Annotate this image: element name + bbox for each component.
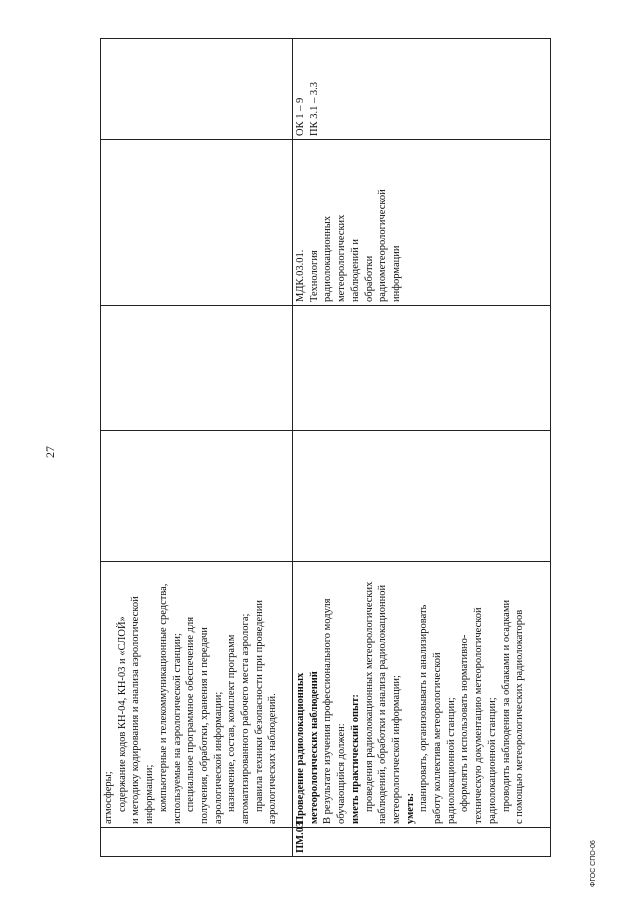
competence-lines [294, 42, 321, 136]
content-line: работу коллектива метеорологической [432, 652, 444, 824]
content-line: уметь: [404, 792, 416, 824]
content-line: проводить наблюдения за облаками и осадками [500, 599, 512, 812]
content-line: информации; [144, 764, 156, 824]
table-row [101, 39, 293, 857]
content-line: содержание кодов КН-04, КН-03 и «СЛОЙ» [116, 616, 128, 812]
content-line: техническую документацию метеорологической [473, 607, 485, 824]
cell-line: ПК 3.1 – 3.3 [308, 82, 320, 136]
footer-code: ФГОС СПО-06 [590, 840, 597, 887]
cell-line: радиолокационных [322, 215, 334, 302]
content-line: правила техники безопасности при проведении [253, 600, 265, 812]
content-line: атмосферы; [103, 771, 114, 824]
content-line: используемые на аэрологической станции; [171, 633, 183, 824]
cell-line: обработки [363, 255, 375, 302]
table-row [293, 39, 551, 857]
content-line: аэрологической информации; [212, 691, 224, 824]
content-line: Проведение радиолокационных [295, 672, 306, 824]
content-line: иметь практический опыт: [349, 694, 361, 824]
content-line: оформлять и использовать нормативно- [459, 634, 471, 812]
content-cell [293, 562, 551, 828]
content-line: метеорологической информации; [390, 675, 402, 824]
hours-required-cell [293, 306, 551, 431]
competence-cell [101, 39, 293, 140]
content-line: планировать, организовывать и анализировать [418, 604, 430, 812]
page-number: 27 [43, 446, 57, 458]
content-lines [294, 565, 527, 824]
content-line: радиолокационной станции; [486, 697, 498, 824]
cell-line: радиометеорологической [377, 189, 389, 302]
module-code-cell [101, 828, 293, 857]
curriculum-table [100, 38, 551, 857]
cell-line: информации [390, 245, 402, 302]
content-line: радиолокационной станции; [445, 697, 457, 824]
content-cell [101, 562, 293, 828]
cell-line: наблюдений и [349, 238, 361, 302]
content-line: с помощью метеорологических радиолокаторов [514, 609, 526, 824]
module-code-cell [293, 821, 551, 857]
content-line: компьютерные и телекоммуникационные средства, [157, 583, 169, 812]
content-line: аэрологических наблюдений. [267, 693, 279, 824]
discipline-cell [101, 140, 293, 306]
module-code: ПМ.03 [295, 821, 306, 853]
hours-required-cell [101, 306, 293, 431]
content-line: метеорологических наблюдений [308, 671, 320, 824]
content-line: наблюдений, обработки и анализа радиолокационной [377, 584, 389, 824]
content-line: обучающийся должен: [336, 723, 348, 824]
content-line: специальное программное обеспечение для [185, 616, 197, 812]
discipline-cell [293, 140, 551, 306]
competence-cell [293, 39, 551, 140]
content-line: назначение, состав, комплект программ [226, 634, 238, 812]
hours-max-cell [101, 431, 293, 562]
hours-max-cell [293, 431, 551, 562]
content-line: автоматизированного рабочего места аэролога; [240, 613, 252, 824]
discipline-lines [294, 143, 404, 302]
cell-line: МДК.03.01. [295, 249, 306, 302]
content-lines [102, 565, 280, 824]
content-line: проведения радиолокационных метеорологических [363, 581, 375, 812]
content-line: В результате изучения профессионального модуля [322, 598, 334, 824]
cell-line: ОК 1 – 9 [295, 97, 306, 136]
content-line: получения, обработки, хранения и передачи [198, 627, 210, 824]
cell-line: метеорологических [336, 214, 348, 302]
content-line: и методику кодирования и анализа аэрологической [130, 596, 142, 824]
cell-line: Технология [308, 250, 320, 302]
